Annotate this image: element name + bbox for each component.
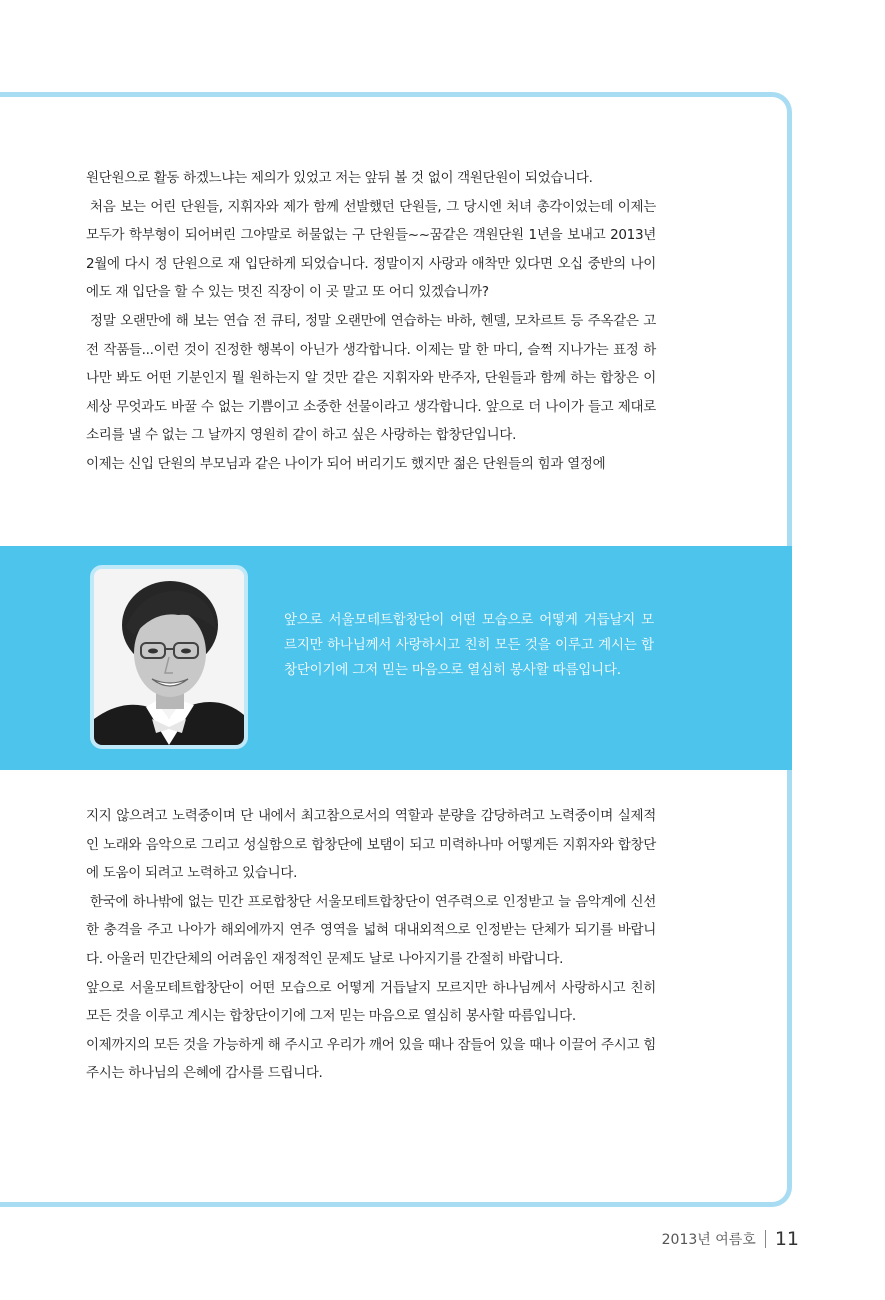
paragraph: 지지 않으려고 노력중이며 단 내에서 최고참으로서의 역할과 분량을 감당하려고 노력중이며 실제적인 노래와 음악으로 그리고 성실함으로 합창단에 보탬이 되고 미력하나마 어떻게든 지휘자와 합창단에 도움이 되려고 노력하고 있습니다. xyxy=(86,808,656,882)
portrait-photo xyxy=(90,565,248,749)
portrait-image xyxy=(94,569,244,745)
paragraph: 처음 보는 어린 단원들, 지휘자와 제가 함께 선발했던 단원들, 그 당시엔 처녀 총각이었는데 이제는 모두가 학부형이 되어버린 그야말로 허물없는 구 단원들~~꿈같은 객원단원 1년을 보내고 2013년 2월에 다시 정 단원으로 재 입단하게 되었습니다. 정말이지 사랑과 애착만 있다면 오십 중반의 나이에도 재 입단을 할 수 있는 멋진 직장이 이 곳 말고 또 어디 있겠습니까? xyxy=(86,198,656,301)
pull-quote: 앞으로 서울모테트합창단이 어떤 모습으로 어떻게 거듭날지 모르지만 하나님께서 사랑하시고 친히 모든 것을 이루고 계시는 합창단이기에 그저 믿는 마음으로 열심히 봉사할 따름입니다. xyxy=(284,612,654,678)
paragraph: 이제까지의 모든 것을 가능하게 해 주시고 우리가 깨어 있을 때나 잠들어 있을 때나 이끌어 주시고 힘주시는 하나님의 은혜에 감사를 드립니다. xyxy=(86,1036,656,1082)
paragraph: 정말 오랜만에 해 보는 연습 전 큐티, 정말 오랜만에 연습하는 바하, 헨델, 모차르트 등 주옥같은 고전 작품들...이런 것이 진정한 행복이 아닌가 생각합니다. 이제는 말 한 마디, 슬쩍 지나가는 표정 하나만 봐도 어떤 기분인지 뭘 원하는지 알 것만 같은 지휘자와 반주자, 단원들과 함께 하는 합창은 이 세상 무엇과도 바꿀 수 없는 기쁨이고 소중한 선물이라고 생각합니다. 앞으로 더 나이가 들고 제대로 소리를 낼 수 없는 그 날까지 영원히 같이 하고 싶은 사랑하는 합창단입니다. xyxy=(86,312,656,444)
footer-divider xyxy=(765,1230,766,1248)
paragraph: 원단원으로 활동 하겠느냐는 제의가 있었고 저는 앞뒤 볼 것 없이 객원단원이 되었습니다. xyxy=(86,170,593,186)
page-number: 11 xyxy=(774,1228,799,1250)
article-text-bottom xyxy=(86,802,656,1088)
page-footer xyxy=(662,1228,799,1250)
paragraph: 앞으로 서울모테트합창단이 어떤 모습으로 어떻게 거듭날지 모르지만 하나님께서 사랑하시고 친히 모든 것을 이루고 계시는 합창단이기에 그저 믿는 마음으로 열심히 봉사할 따름입니다. xyxy=(86,979,656,1025)
paragraph: 한국에 하나밖에 없는 민간 프로합창단 서울모테트합창단이 연주력으로 인정받고 늘 음악계에 신선한 충격을 주고 나아가 해외에까지 연주 영역을 넓혀 대내외적으로 인정받는 단체가 되기를 바랍니다. 아울러 민간단체의 어려움인 재정적인 문제도 날로 나아지기를 간절히 바랍니다. xyxy=(86,893,656,967)
paragraph: 이제는 신입 단원의 부모님과 같은 나이가 되어 버리기도 했지만 젊은 단원들의 힘과 열정에 xyxy=(86,455,606,472)
issue-label: 2013년 여름호 xyxy=(661,1232,756,1248)
article-text-top xyxy=(86,164,656,479)
